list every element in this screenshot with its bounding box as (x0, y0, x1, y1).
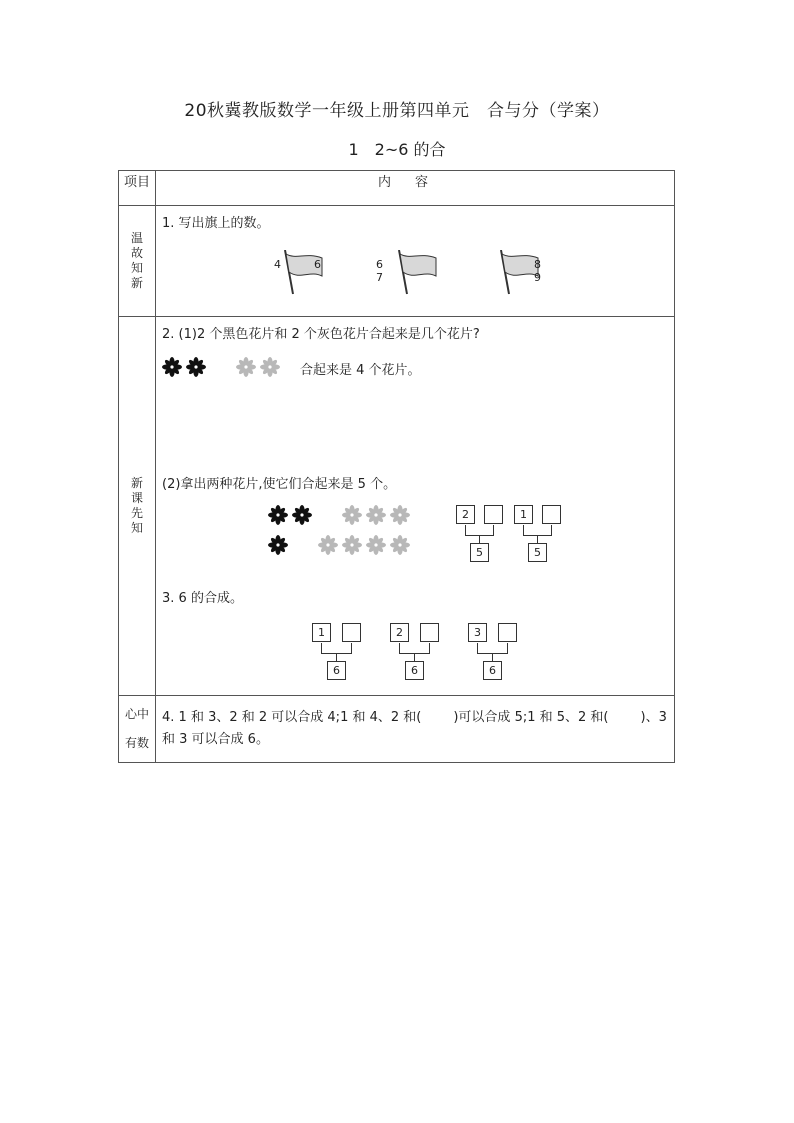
split-box-bottom: 5 (528, 543, 547, 562)
section-review-content: 1. 写出旗上的数。 4 6 6 7 8 9 (156, 206, 675, 317)
header-content: 内容 (156, 171, 675, 206)
compose-box-top-left: 1 (312, 623, 331, 642)
page-title: 20秋冀教版数学一年级上册第四单元 合与分（学案） (184, 101, 610, 121)
question-3: 3. 6 的合成。 (162, 591, 243, 606)
section-summary-content (156, 696, 675, 763)
compose-box-top-right[interactable] (420, 623, 439, 642)
question-4-line-1: 4. 1 和 3、2 和 2 可以合成 4;1 和 4、2 和( )可以合成 5;1 和 5、2 和( )、3 (162, 710, 667, 725)
compose-box-bottom: 6 (483, 661, 502, 680)
question-1: 1. 写出旗上的数。 (162, 216, 270, 231)
compose-box-bottom: 6 (405, 661, 424, 680)
section-summary-label: 心中 有数 (119, 696, 156, 763)
compose-box-top-right[interactable] (342, 623, 361, 642)
compose-box-top-right[interactable] (498, 623, 517, 642)
split-box-top-left: 1 (514, 505, 533, 524)
split-box-top-left: 2 (456, 505, 475, 524)
question-2-part-2: (2)拿出两种花片,使它们合起来是 5 个。 (162, 477, 397, 492)
compose-box-top-left: 3 (468, 623, 487, 642)
compose-box-bottom: 6 (327, 661, 346, 680)
section-new-lesson-content (156, 317, 675, 696)
page-subtitle: 1 2~6 的合 (348, 140, 446, 159)
flower-groups (266, 501, 426, 561)
question-4-line-2: 和 3 可以合成 6。 (162, 732, 269, 747)
flower-row-1 (162, 355, 292, 379)
split-box-top-right[interactable] (542, 505, 561, 524)
section-new-lesson-label: 新 课 先 知 (119, 317, 156, 696)
split-box-bottom: 5 (470, 543, 489, 562)
header-item: 项目 (119, 171, 156, 206)
flag-icon (396, 250, 440, 298)
worksheet-table (118, 170, 675, 763)
answer-text: 合起来是 4 个花片。 (300, 363, 421, 378)
question-2-part-1: 2. (1)2 个黑色花片和 2 个灰色花片合起来是几个花片? (162, 327, 480, 342)
section-review-label: 温 故 知 新 (119, 206, 156, 317)
split-box-top-right[interactable] (484, 505, 503, 524)
compose-box-top-left: 2 (390, 623, 409, 642)
